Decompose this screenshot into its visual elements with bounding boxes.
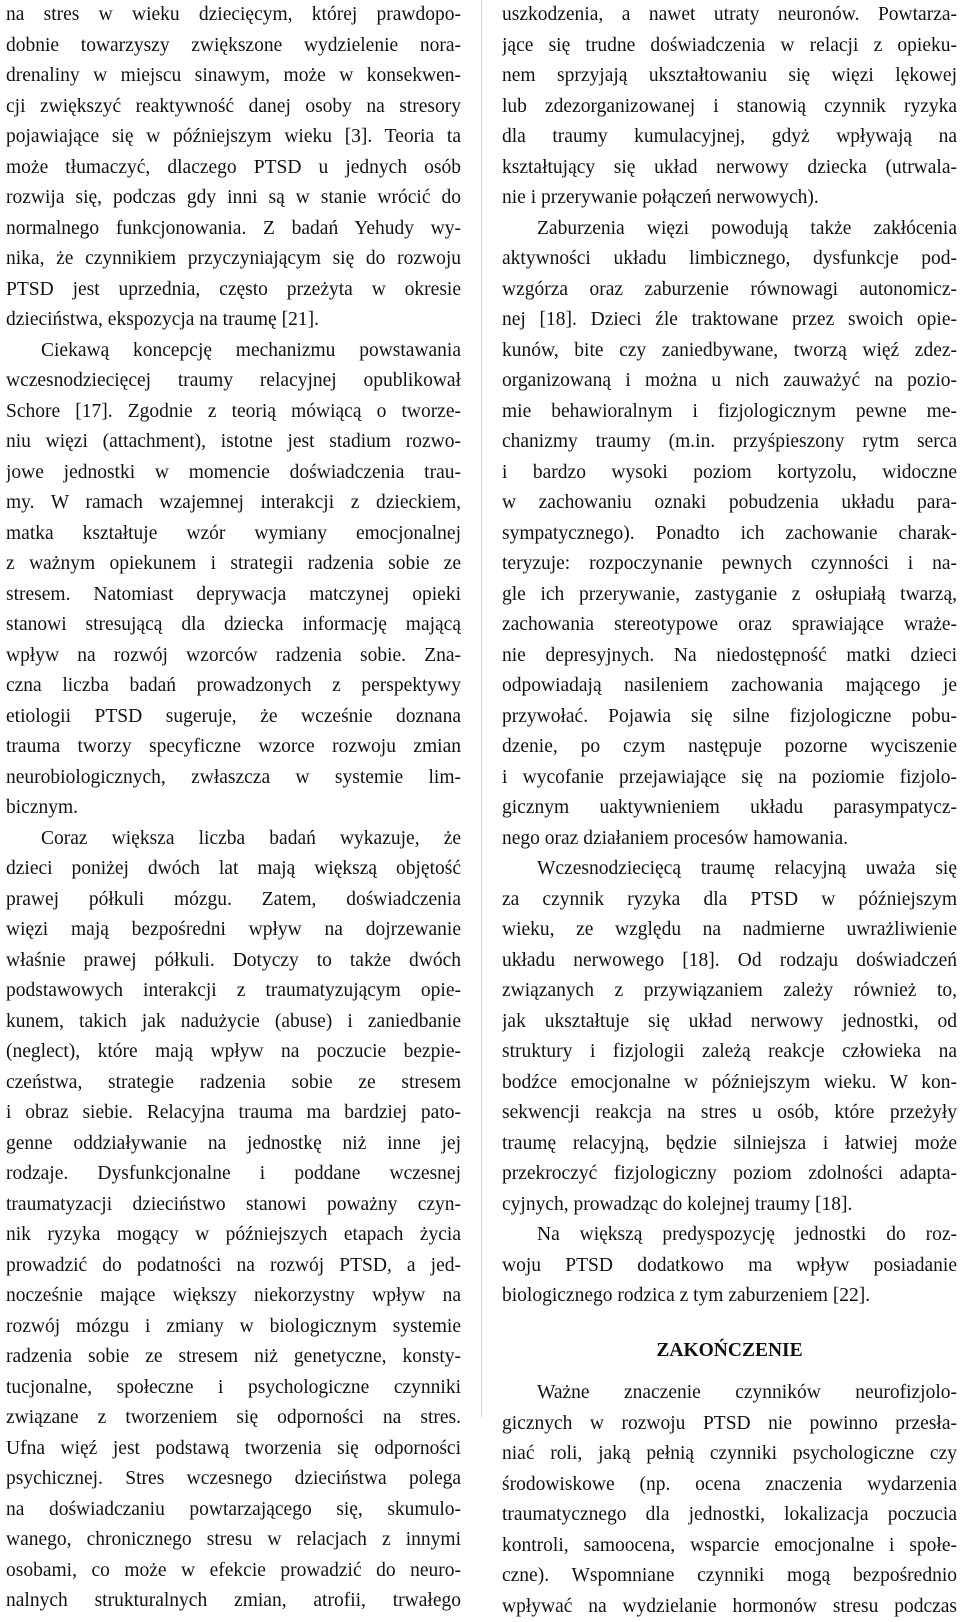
right-column-text-line: Ważne znaczenie czynników neurofizjolo- (502, 1378, 957, 1409)
left-column-text-line: wanego, chronicznego stresu w relacjach z innymi (6, 1525, 461, 1556)
left-column-text-line: bicznym. (6, 793, 461, 824)
left-column-text-line: może tłumaczyć, dlaczego PTSD u jednych osób (6, 153, 461, 184)
left-column-text-line: rodzaje. Dysfunkcjonalne i poddane wczesnej (6, 1159, 461, 1190)
left-column-text-line: prawej półkuli mózgu. Zatem, doświadczenia (6, 885, 461, 916)
right-column-text-line: związanych z przywiązaniem zależy również to, (502, 976, 957, 1007)
left-column-text-line: czeństwa, strategie radzenia sobie ze stresem (6, 1068, 461, 1099)
right-column-text-line: biologicznego rodzica z tym zaburzeniem [22]. (502, 1281, 957, 1312)
right-column-text-line: w zachowaniu oznaki pobudzenia układu para- (502, 488, 957, 519)
left-column-text-line: Schore [17]. Zgodnie z teorią mówiącą o tworze- (6, 397, 461, 428)
right-column-text-line: i bardzo wysoki poziom kortyzolu, widoczne (502, 458, 957, 489)
right-column-text-line: Wczesnodziecięcą traumę relacyjną uważa się (502, 854, 957, 885)
right-column-text-line: odpowiadają nasileniem zachowania mającego je (502, 671, 957, 702)
left-column-text-line: (neglect), które mają wpływ na poczucie bezpie- (6, 1037, 461, 1068)
left-column-text-line: niu więzi (attachment), istotne jest stadium rozwo- (6, 427, 461, 458)
left-column-text-line: pojawiające się w późniejszym wieku [3]. Teoria ta (6, 122, 461, 153)
left-column-text-line: właśnie prawej półkuli. Dotyczy to także dwóch (6, 946, 461, 977)
right-column-text-line: aktywności układu limbicznego, dysfunkcje pod- (502, 244, 957, 275)
left-column-text-line: stanowi stresującą dla dziecka informację mającą (6, 610, 461, 641)
right-column-text-line: dzenie, po czym następuje pozorne wyciszenie (502, 732, 957, 763)
right-column-text-line: traumę relacyjną, będzie silniejsza i łatwiej może (502, 1129, 957, 1160)
right-column-text-line: gicznych w rozwoju PTSD nie powinno przesła- (502, 1409, 957, 1440)
left-column-text-line: na stres w wieku dziecięcym, której prawdopo- (6, 0, 461, 31)
right-column-text-line: wpływać na wydzielanie hormonów stresu podczas (502, 1592, 957, 1622)
right-column-text-line: organizowaną i można u nich zauważyć na pozio- (502, 366, 957, 397)
left-column-text-line: Ufna więź jest podstawą tworzenia się odporności (6, 1434, 461, 1465)
left-column-text-line: czna liczba badań prowadzonych z perspektywy (6, 671, 461, 702)
left-column-text-line: psychicznej. Stres wczesnego dzieciństwa polega (6, 1464, 461, 1495)
left-column-text-line: rozwija się, podczas gdy inni są w stanie wrócić do (6, 183, 461, 214)
right-column-text-line: chanizmy traumy (m.in. przyśpieszony rytm serca (502, 427, 957, 458)
left-column-text-line: nalnych strukturalnych zmian, atrofii, trwałego (6, 1586, 461, 1617)
right-column-text-line: Zaburzenia więzi powodują także zakłócenia (502, 214, 957, 245)
left-column-text-line: więzi mają bezpośredni wpływ na dojrzewanie (6, 915, 461, 946)
right-column-text-line: nie depresyjnych. Na niedostępność matki dzieci (502, 641, 957, 672)
left-column-text-line: Coraz większa liczba badań wykazuje, że (6, 824, 461, 855)
right-column-text-line: gicznym uaktywnieniem układu parasympatycz- (502, 793, 957, 824)
left-column-text-line: my. W ramach wzajemnej interakcji z dzieckiem, (6, 488, 461, 519)
right-column-text-line: układu nerwowego [18]. Od rodzaju doświadczeń (502, 946, 957, 977)
left-column-text-line: podstawowych interakcji z traumatyzującym opie- (6, 976, 461, 1007)
right-column-text-line: niać roli, jaką pełnią czynniki psychologiczne czy (502, 1439, 957, 1470)
right-column-text-line: nej [18]. Dzieci źle traktowane przez swoich opie- (502, 305, 957, 336)
left-column-text-line: nik ryzyka mogący w późniejszych etapach życia (6, 1220, 461, 1251)
right-column-text-line: Na większą predyspozycję jednostki do roz- (502, 1220, 957, 1251)
right-column-text-line: i wycofanie przejawiające się na poziomie fizjolo- (502, 763, 957, 794)
right-column-text-line: dla traumy kumulacyjnej, gdyż wpływają na (502, 122, 957, 153)
right-column-text-line: wzgórza oraz zaburzenie równowagi autonomicz- (502, 275, 957, 306)
left-column-text-line: PTSD jest uprzednia, często przeżyta w okresie (6, 275, 461, 306)
right-column-text-line: kunów, bite czy zaniedbywane, tworzą więź zdez- (502, 336, 957, 367)
right-column-text-line: przekroczyć fizjologiczny poziom zdolności adapta- (502, 1159, 957, 1190)
right-column-text-line: mie behawioralnym i fizjologicznym pewne me- (502, 397, 957, 428)
right-column-text-line: struktury i fizjologii zależą reakcje człowieka na (502, 1037, 957, 1068)
left-column-text-line: prowadzić do podatności na rozwój PTSD, a jed- (6, 1251, 461, 1282)
right-column-text-line: teryzuje: rozpoczynanie pewnych czynności i na- (502, 549, 957, 580)
right-column-text-line: środowiskowe (np. ocena znaczenia wydarzenia (502, 1470, 957, 1501)
left-column-text-line: neurobiologicznych, zwłaszcza w systemie lim- (6, 763, 461, 794)
right-column-text-line: nem sprzyjają ukształtowaniu się więzi lękowej (502, 61, 957, 92)
left-column-text-line: dobnie towarzyszy zwiększone wydzielenie nora- (6, 31, 461, 62)
right-column-text-line: przywołać. Pojawia się silne fizjologiczne pobu- (502, 702, 957, 733)
left-column-text-line: drenaliny w miejscu sinawym, może w konsekwen- (6, 61, 461, 92)
left-column-text-line: traumatyzacji dzieciństwo stanowi poważny czyn- (6, 1190, 461, 1221)
left-column-text-line: stresem. Natomiast deprywacja matczynej opieki (6, 580, 461, 611)
left-column-text-line: Ciekawą koncepcję mechanizmu powstawania (6, 336, 461, 367)
left-column-text-line: rozwój mózgu i zmiany w biologicznym systemie (6, 1312, 461, 1343)
right-column-text-line: sympatycznego). Ponadto ich zachowanie charak- (502, 519, 957, 550)
right-column-text-line: kontroli, samoocena, wsparcie emocjonalne i społe- (502, 1531, 957, 1562)
left-column-text-line: na doświadczaniu powtarzającego się, skumulo- (6, 1495, 461, 1526)
left-column-text-line: tucjonalne, społeczne i psychologiczne czynniki (6, 1373, 461, 1404)
right-column-text-line: lub zdezorganizowanej i stanowią czynnik ryzyka (502, 92, 957, 123)
left-column-text-line: cji zwiększyć reaktywność danej osoby na stresory (6, 92, 461, 123)
column-divider (481, 0, 482, 1417)
left-column-text-line: dzieci poniżej dwóch lat mają większą objętość (6, 854, 461, 885)
right-column-text-line: zachowania stereotypowe oraz sprawiające wraże- (502, 610, 957, 641)
right-column-text-line: jące się trudne doświadczenia w relacji z opieku- (502, 31, 957, 62)
right-column-text-line: nego oraz działaniem procesów hamowania. (502, 824, 957, 855)
left-column-text-line: jowe jednostki w momencie doświadczenia trau- (6, 458, 461, 489)
right-column-text-line: czne). Wspomniane czynniki mogą bezpośrednio (502, 1561, 957, 1592)
left-column-text-line: z ważnym opiekunem i strategii radzenia sobie ze (6, 549, 461, 580)
right-column-text-line: za czynnik ryzyka dla PTSD w późniejszym (502, 885, 957, 916)
right-column-text-line: kształtujący się układ nerwowy dziecka (utrwala- (502, 153, 957, 184)
left-column-text-line: normalnego funkcjonowania. Z badań Yehudy wy- (6, 214, 461, 245)
left-text-column (6, 0, 461, 1617)
left-column-text-line: związane z tworzeniem się odporności na stres. (6, 1403, 461, 1434)
left-column-text-line: nocześnie mające większy niekorzystny wpływ na (6, 1281, 461, 1312)
left-column-text-line: nika, że czynnikiem przyczyniającym się do rozwoju (6, 244, 461, 275)
right-column-text-line: nie i przerywanie połączeń nerwowych). (502, 183, 957, 214)
left-column-text-line: radzenia sobie ze stresem niż genetyczne, konsty- (6, 1342, 461, 1373)
right-column-text-line: sekwencji reakcja na stres u osób, które przeżyły (502, 1098, 957, 1129)
right-text-column (502, 0, 957, 1622)
section-spacer (502, 1312, 957, 1330)
right-column-text-line: jak ukształtuje się układ nerwowy jednostki, od (502, 1007, 957, 1038)
left-column-text-line: i obraz siebie. Relacyjna trauma ma bardziej pato- (6, 1098, 461, 1129)
left-column-text-line: dzieciństwa, ekspozycja na traumę [21]. (6, 305, 461, 336)
left-column-text-line: osobami, co może w efekcie prowadzić do neuro- (6, 1556, 461, 1587)
left-column-text-line: wczesnodziecięcej traumy relacyjnej opublikował (6, 366, 461, 397)
left-column-text-line: wpływ na rozwój wzorców radzenia sobie. Zna- (6, 641, 461, 672)
left-column-text-line: matka kształtuje wzór wymiany emocjonalnej (6, 519, 461, 550)
right-column-text-line: bodźce emocjonalne w późniejszym wieku. W kon- (502, 1068, 957, 1099)
right-column-text-line: wieku, ze względu na nadmierne uwrażliwienie (502, 915, 957, 946)
left-column-text-line: etiologii PTSD sugeruje, że wcześnie doznana (6, 702, 461, 733)
left-column-text-line: genne oddziaływanie na jednostkę niż inne jej (6, 1129, 461, 1160)
left-column-text-line: trauma tworzy specyficzne wzorce rozwoju zmian (6, 732, 461, 763)
section-heading: ZAKOŃCZENIE (502, 1336, 957, 1367)
right-column-text-line: cyjnych, prowadząc do kolejnej traumy [18]. (502, 1190, 957, 1221)
right-column-text-line: woju PTSD dodatkowo ma wpływ posiadanie (502, 1251, 957, 1282)
right-column-text-line: traumatycznego dla jednostki, lokalizacja poczucia (502, 1500, 957, 1531)
right-column-text-line: gle ich przerywanie, zastyganie z osłupiałą twarzą, (502, 580, 957, 611)
right-column-text-line: uszkodzenia, a nawet utraty neuronów. Powtarza- (502, 0, 957, 31)
left-column-text-line: kunem, takich jak nadużycie (abuse) i zaniedbanie (6, 1007, 461, 1038)
